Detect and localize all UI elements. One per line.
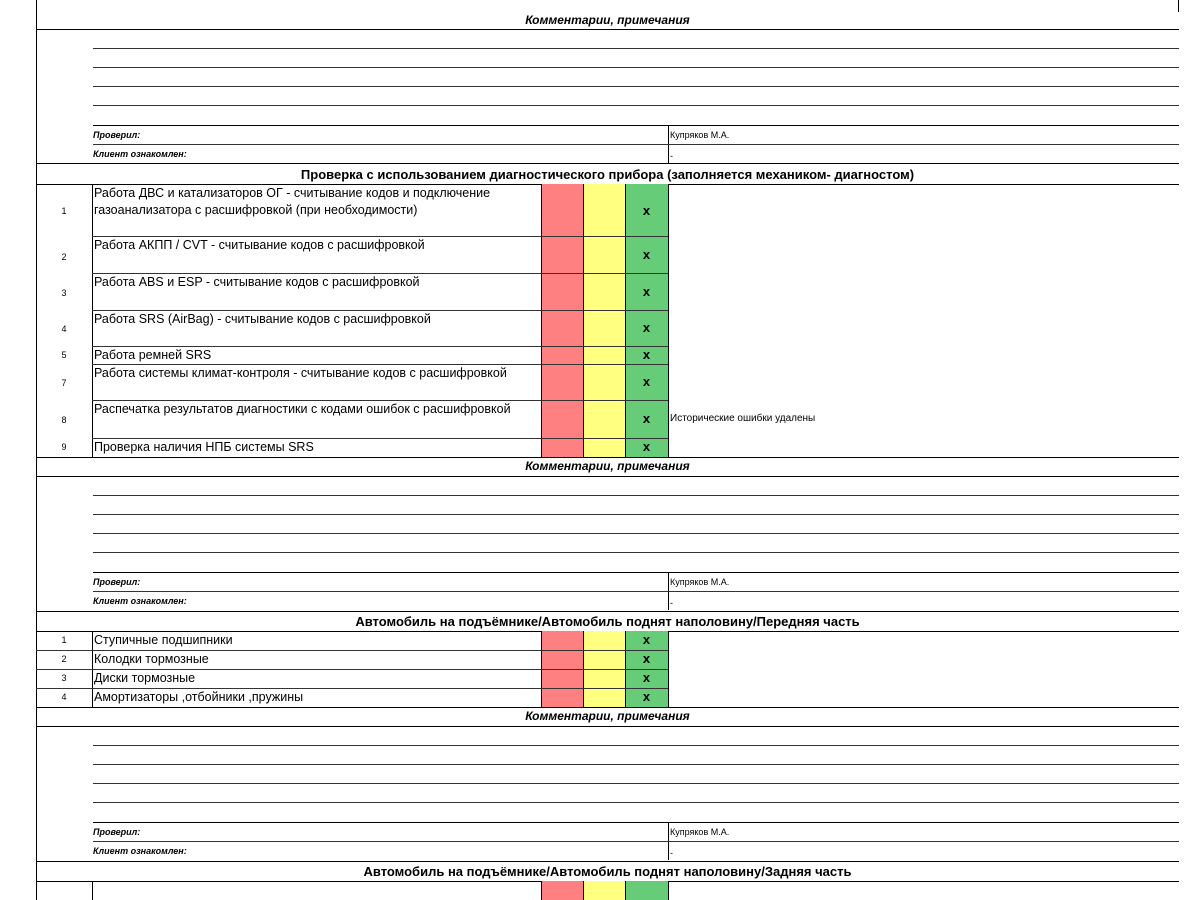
- divider: [668, 631, 669, 707]
- row-number: 1: [61, 635, 67, 645]
- comment-line[interactable]: [93, 495, 1179, 496]
- row-number: 2: [61, 654, 67, 664]
- divider: [583, 184, 584, 458]
- ok-mark[interactable]: х: [642, 284, 651, 299]
- row-number: 9: [61, 442, 67, 452]
- divider: [36, 726, 1179, 727]
- checked-by-value: Купряков М.А.: [670, 827, 730, 837]
- row-number: 7: [61, 378, 67, 388]
- ok-mark[interactable]: х: [642, 203, 651, 218]
- row-number: 2: [61, 252, 67, 262]
- divider: [668, 881, 669, 900]
- client-acknowledged-value: -: [670, 151, 673, 161]
- row-description: Работа АКПП / CVT - считывание кодов с расшифровкой: [94, 238, 425, 252]
- row-description: Амортизаторы ,отбойники ,пружины: [94, 690, 304, 704]
- divider: [541, 881, 542, 900]
- ok-mark[interactable]: х: [642, 320, 651, 335]
- comment-line[interactable]: [93, 514, 1179, 515]
- comment-line[interactable]: [93, 105, 1179, 106]
- row-number: 5: [61, 350, 67, 360]
- client-acknowledged-label: Клиент ознакомлен:: [93, 149, 187, 159]
- status-column-green[interactable]: [625, 881, 668, 900]
- ok-mark[interactable]: х: [642, 439, 651, 454]
- ok-mark[interactable]: х: [642, 374, 651, 389]
- divider: [93, 591, 1179, 592]
- row-description: Распечатка результатов диагностики с кодами ошибок с расшифровкой: [94, 402, 511, 416]
- checked-by-label: Проверил:: [93, 577, 141, 587]
- checked-by-label: Проверил:: [93, 827, 141, 837]
- client-acknowledged-value: -: [670, 848, 673, 858]
- section-front-title: Автомобиль на подъёмнике/Автомобиль поднят наполовину/Передняя часть: [355, 614, 860, 629]
- comment-line[interactable]: [93, 48, 1179, 49]
- divider: [583, 881, 584, 900]
- comment-line[interactable]: [93, 552, 1179, 553]
- row-note: Исторические ошибки удалены: [670, 413, 816, 424]
- divider: [668, 184, 669, 458]
- row-description: Колодки тормозные: [94, 652, 209, 666]
- comment-line[interactable]: [93, 783, 1179, 784]
- divider: [625, 881, 626, 900]
- checked-by-value: Купряков М.А.: [670, 130, 730, 140]
- row-description: Работа системы климат-контроля - считывание кодов с расшифровкой: [94, 366, 507, 380]
- row-description: Диски тормозные: [94, 671, 196, 685]
- status-column-red[interactable]: [541, 184, 583, 458]
- divider: [92, 881, 93, 900]
- row-number: 4: [61, 324, 67, 334]
- ok-mark[interactable]: х: [642, 689, 651, 704]
- status-column-yellow[interactable]: [583, 881, 625, 900]
- section-rear-title: Автомобиль на подъёмнике/Автомобиль поднят наполовину/Задняя часть: [363, 864, 852, 879]
- comments-title-2: Комментарии, примечания: [525, 459, 690, 473]
- ok-mark[interactable]: х: [642, 632, 651, 647]
- comment-line[interactable]: [93, 533, 1179, 534]
- divider: [541, 184, 542, 458]
- divider: [36, 611, 1179, 612]
- comment-line[interactable]: [93, 802, 1179, 803]
- row-number: 3: [61, 673, 67, 683]
- comments-title-1: Комментарии, примечания: [525, 13, 690, 27]
- divider: [36, 163, 1179, 164]
- comment-line[interactable]: [93, 764, 1179, 765]
- divider: [93, 125, 1179, 126]
- status-column-red[interactable]: [541, 881, 583, 900]
- row-description: Ступичные подшипники: [94, 633, 233, 647]
- divider: [36, 29, 1179, 30]
- divider: [93, 572, 1179, 573]
- checked-by-label: Проверил:: [93, 130, 141, 140]
- comment-line[interactable]: [93, 745, 1179, 746]
- row-description: Проверка наличия НПБ системы SRS: [94, 440, 314, 454]
- divider: [93, 144, 1179, 145]
- ok-mark[interactable]: х: [642, 670, 651, 685]
- row-description: Работа ДВС и катализаторов ОГ - считывание кодов и подключение газоанализатора с расшифровкой (при необходимости): [94, 186, 491, 217]
- ok-mark[interactable]: х: [642, 347, 651, 362]
- section-diagnostics-title: Проверка с использованием диагностического прибора (заполняется механиком- диагностом): [300, 167, 915, 182]
- row-number: 4: [61, 692, 67, 702]
- divider: [93, 822, 1179, 823]
- row-number: 8: [61, 415, 67, 425]
- sheet-right-border-top: [1178, 0, 1179, 12]
- client-acknowledged-value: -: [670, 598, 673, 608]
- row-number: 3: [61, 288, 67, 298]
- comments-title-3: Комментарии, примечания: [525, 709, 690, 723]
- row-description: Работа ремней SRS: [94, 348, 212, 362]
- ok-mark[interactable]: х: [642, 411, 651, 426]
- ok-mark[interactable]: х: [642, 651, 651, 666]
- comment-line[interactable]: [93, 86, 1179, 87]
- comment-line[interactable]: [93, 67, 1179, 68]
- client-acknowledged-label: Клиент ознакомлен:: [93, 846, 187, 856]
- divider: [36, 476, 1179, 477]
- status-column-yellow[interactable]: [583, 184, 625, 458]
- client-acknowledged-label: Клиент ознакомлен:: [93, 596, 187, 606]
- row-description: Работа SRS (AirBag) - считывание кодов с расшифровкой: [94, 312, 431, 326]
- row-number: 1: [61, 206, 67, 216]
- divider: [36, 861, 1179, 862]
- divider: [93, 841, 1179, 842]
- checked-by-value: Купряков М.А.: [670, 577, 730, 587]
- ok-mark[interactable]: х: [642, 247, 651, 262]
- row-description: Работа ABS и ESP - считывание кодов с расшифровкой: [94, 275, 420, 289]
